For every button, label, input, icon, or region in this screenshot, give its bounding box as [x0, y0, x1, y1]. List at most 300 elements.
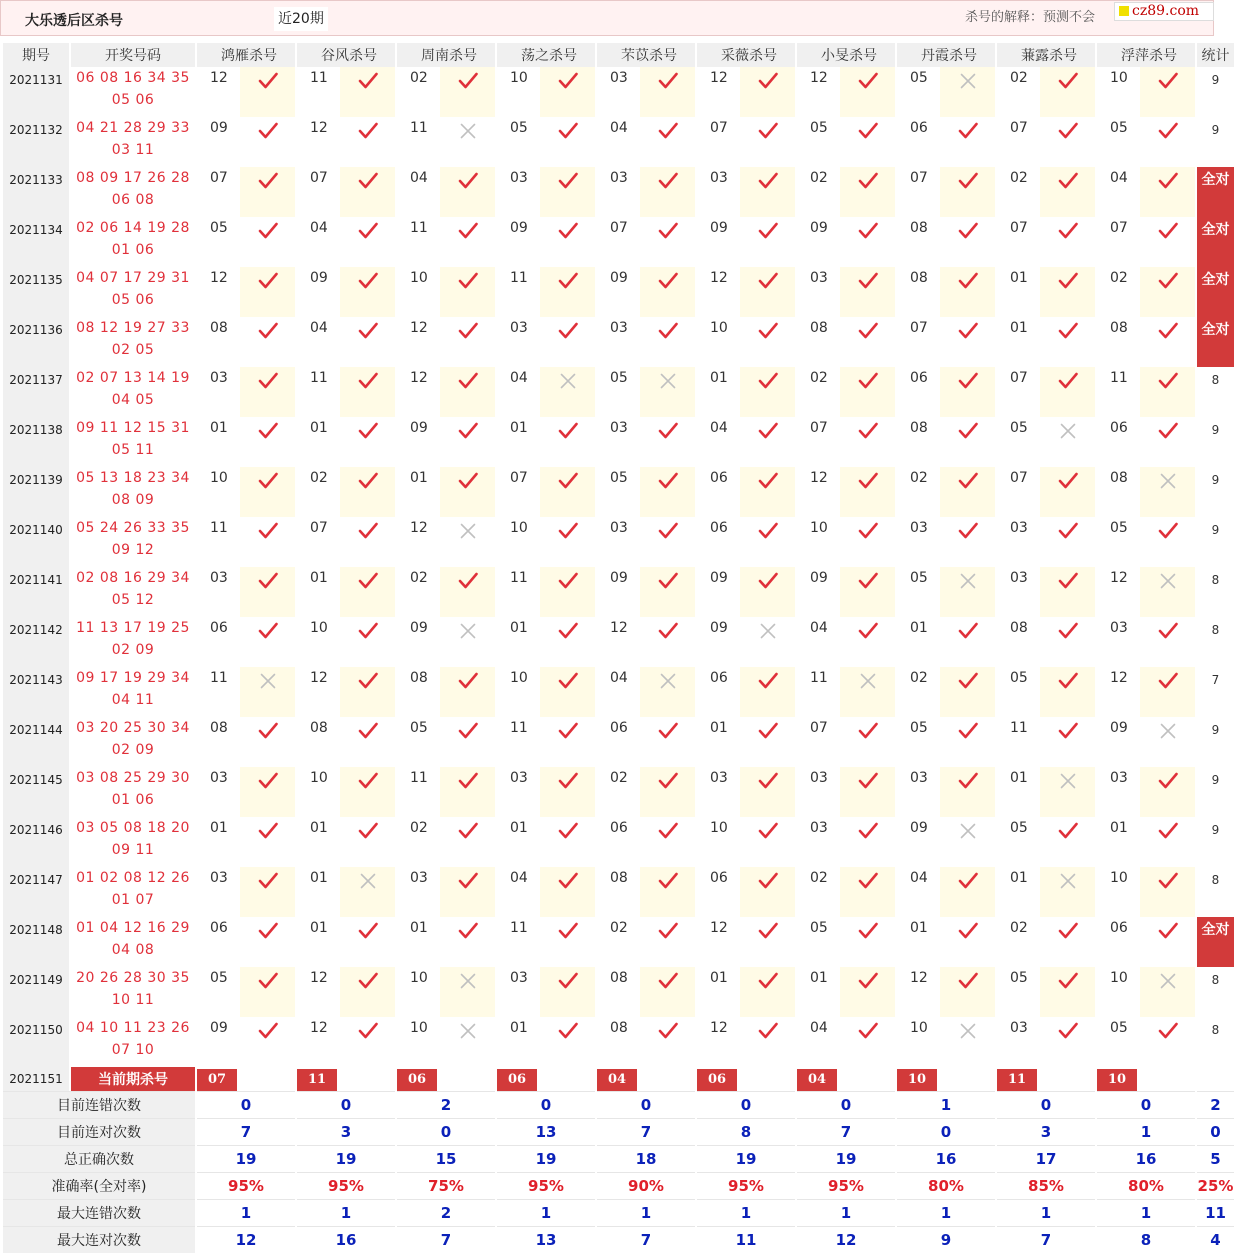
current-stat-empty [1197, 1067, 1234, 1091]
winning-numbers [71, 117, 195, 167]
row-stat: 9 [1211, 73, 1220, 87]
hit-mark [1040, 817, 1095, 867]
check-icon [357, 570, 379, 592]
hit-mark [340, 617, 395, 667]
kill-number: 10 [410, 1020, 428, 1036]
hit-mark [1040, 367, 1095, 417]
hit-mark [840, 267, 895, 317]
winning-numbers [71, 367, 195, 417]
summary-value: 0 [597, 1091, 695, 1118]
check-icon [857, 70, 879, 92]
back-numbers: 01 06 [111, 242, 155, 258]
check-icon [1057, 670, 1079, 692]
check-icon [257, 70, 279, 92]
hit-mark [640, 617, 695, 667]
back-numbers: 03 11 [111, 142, 155, 158]
hit-mark [1040, 1017, 1095, 1067]
kill-number: 02 [910, 670, 928, 686]
check-icon [757, 570, 779, 592]
hit-mark [740, 217, 795, 267]
check-icon [657, 270, 679, 292]
page-title: 大乐透后区杀号 [25, 13, 123, 29]
check-icon [357, 1020, 379, 1042]
kill-number: 10 [310, 770, 328, 786]
kill-number: 12 [310, 970, 328, 986]
kill-number: 06 [910, 370, 928, 386]
check-icon [1157, 170, 1179, 192]
kill-number: 09 [510, 220, 528, 236]
kill-number: 07 [910, 170, 928, 186]
summary-value: 18 [597, 1145, 695, 1172]
site-logo[interactable] [1114, 2, 1214, 21]
kill-number: 12 [710, 920, 728, 936]
kill-number: 03 [510, 970, 528, 986]
cross-icon [857, 670, 879, 692]
front-numbers: 09 11 12 15 31 [76, 420, 190, 436]
hit-mark [640, 417, 695, 467]
winning-numbers [71, 267, 195, 317]
winning-numbers [71, 967, 195, 1017]
hit-mark [640, 867, 695, 917]
hit-mark [540, 67, 595, 117]
summary-value: 8 [697, 1118, 795, 1145]
issue-number: 2021133 [3, 167, 69, 217]
cross-icon [657, 670, 679, 692]
summary-value: 95% [497, 1172, 595, 1199]
kill-number: 07 [1010, 120, 1028, 136]
check-icon [857, 420, 879, 442]
check-icon [957, 370, 979, 392]
hit-mark [740, 317, 795, 367]
summary-value: 5 [1197, 1145, 1234, 1172]
kill-number: 12 [410, 320, 428, 336]
kill-number: 07 [610, 220, 628, 236]
hit-mark [640, 1017, 695, 1067]
hit-mark [1140, 917, 1195, 967]
check-icon [757, 320, 779, 342]
hit-mark [840, 167, 895, 217]
summary-row [3, 1226, 1234, 1253]
row-stat: 全对 [1197, 217, 1234, 267]
check-icon [757, 770, 779, 792]
check-icon [457, 220, 479, 242]
kill-number: 09 [1110, 720, 1128, 736]
kill-number: 12 [710, 70, 728, 86]
front-numbers: 20 26 28 30 35 [76, 970, 190, 986]
summary-value: 12 [197, 1226, 295, 1253]
hit-mark [840, 117, 895, 167]
issue-number: 2021146 [3, 817, 69, 867]
check-icon [457, 870, 479, 892]
hit-mark [340, 767, 395, 817]
summary-value: 0 [697, 1091, 795, 1118]
kill-number: 01 [510, 1020, 528, 1036]
back-numbers: 05 06 [111, 292, 155, 308]
column-header: 丹霞杀号 [897, 43, 995, 67]
cross-icon [457, 620, 479, 642]
current-kill-cell [997, 1067, 1095, 1091]
kill-number: 03 [610, 170, 628, 186]
kill-number: 03 [510, 770, 528, 786]
check-icon [257, 470, 279, 492]
check-icon [1157, 70, 1179, 92]
back-numbers: 02 09 [111, 742, 155, 758]
summary-value: 95% [297, 1172, 395, 1199]
kill-number: 01 [410, 470, 428, 486]
hit-mark [240, 317, 295, 367]
hit-mark [940, 617, 995, 667]
summary-value: 2 [397, 1199, 495, 1226]
column-header: 小旻杀号 [797, 43, 895, 67]
hit-mark [840, 367, 895, 417]
hit-mark [640, 217, 695, 267]
hit-mark [240, 767, 295, 817]
hit-mark [840, 867, 895, 917]
hit-mark [740, 267, 795, 317]
summary-label: 最大连对次数 [3, 1226, 195, 1253]
winning-numbers [71, 917, 195, 967]
hit-mark [240, 217, 295, 267]
kill-number: 05 [910, 720, 928, 736]
kill-number: 04 [510, 870, 528, 886]
check-icon [457, 70, 479, 92]
kill-number: 03 [510, 320, 528, 336]
summary-value: 11 [1197, 1199, 1234, 1226]
issue-number: 2021141 [3, 567, 69, 617]
row-stat: 7 [1211, 673, 1220, 687]
kill-number: 09 [210, 1020, 228, 1036]
check-icon [857, 970, 879, 992]
check-icon [257, 820, 279, 842]
miss-mark [240, 667, 295, 717]
kill-number: 06 [710, 870, 728, 886]
row-stat: 9 [1211, 773, 1220, 787]
kill-number: 01 [1110, 820, 1128, 836]
kill-number: 10 [410, 970, 428, 986]
check-icon [657, 120, 679, 142]
cross-icon [957, 70, 979, 92]
kill-number: 01 [910, 620, 928, 636]
table-row [3, 417, 1234, 467]
issue-number: 2021134 [3, 217, 69, 267]
miss-mark [440, 967, 495, 1017]
check-icon [357, 820, 379, 842]
check-icon [457, 170, 479, 192]
kill-number: 05 [210, 970, 228, 986]
check-icon [957, 420, 979, 442]
hit-mark [540, 467, 595, 517]
hit-mark [740, 167, 795, 217]
check-icon [657, 870, 679, 892]
hit-mark [240, 1017, 295, 1067]
hit-mark [340, 367, 395, 417]
front-numbers: 05 13 18 23 34 [76, 470, 190, 486]
winning-numbers [71, 67, 195, 117]
check-icon [457, 420, 479, 442]
check-icon [457, 270, 479, 292]
summary-value: 25% [1197, 1172, 1234, 1199]
range-selector[interactable]: 近20期 [274, 7, 328, 31]
front-numbers: 06 08 16 34 35 [76, 70, 190, 86]
hit-mark [1140, 167, 1195, 217]
check-icon [657, 420, 679, 442]
summary-value: 0 [997, 1091, 1095, 1118]
kill-number: 07 [310, 520, 328, 536]
hit-mark [740, 817, 795, 867]
hit-mark [440, 167, 495, 217]
kill-number: 12 [610, 620, 628, 636]
check-icon [957, 620, 979, 642]
check-icon [1157, 620, 1179, 642]
kill-number: 01 [1010, 770, 1028, 786]
hit-mark [940, 917, 995, 967]
kill-number: 04 [410, 170, 428, 186]
check-icon [957, 270, 979, 292]
table-row [3, 917, 1234, 967]
kill-number: 01 [210, 820, 228, 836]
kill-number: 08 [210, 320, 228, 336]
kill-number: 07 [1010, 220, 1028, 236]
row-stat: 9 [1211, 823, 1220, 837]
column-header: 蒹露杀号 [997, 43, 1095, 67]
cross-icon [457, 120, 479, 142]
hit-mark [440, 217, 495, 267]
check-icon [357, 770, 379, 792]
hit-mark [440, 667, 495, 717]
logo-text: cz89.com [1132, 3, 1200, 19]
hit-mark [1140, 1017, 1195, 1067]
hit-mark [840, 967, 895, 1017]
hit-mark [1140, 317, 1195, 367]
kill-number: 11 [510, 570, 528, 586]
kill-number: 05 [1110, 1020, 1128, 1036]
miss-mark [940, 67, 995, 117]
hit-mark [440, 817, 495, 867]
summary-value: 1 [797, 1199, 895, 1226]
miss-mark [540, 367, 595, 417]
kill-number: 01 [1010, 320, 1028, 336]
hit-mark [440, 67, 495, 117]
hit-mark [1140, 667, 1195, 717]
winning-numbers [71, 417, 195, 467]
kill-number: 02 [410, 820, 428, 836]
current-kill-badge: 06 [697, 1069, 737, 1091]
issue-number: 2021132 [3, 117, 69, 167]
check-icon [857, 920, 879, 942]
issue-number: 2021150 [3, 1017, 69, 1067]
kill-number: 03 [610, 420, 628, 436]
issue-number: 2021148 [3, 917, 69, 967]
back-numbers: 04 05 [111, 392, 155, 408]
hit-mark [1140, 767, 1195, 817]
column-header: 鸿雁杀号 [197, 43, 295, 67]
winning-numbers [71, 667, 195, 717]
kill-number: 04 [1110, 170, 1128, 186]
hit-mark [840, 817, 895, 867]
summary-value: 95% [697, 1172, 795, 1199]
kill-number: 01 [710, 970, 728, 986]
hit-mark [940, 967, 995, 1017]
kill-number: 09 [310, 270, 328, 286]
issue-number: 2021131 [3, 67, 69, 117]
issue-number: 2021136 [3, 317, 69, 367]
hit-mark [1040, 267, 1095, 317]
row-stat: 8 [1211, 1023, 1220, 1037]
winning-numbers [71, 517, 195, 567]
hit-mark [340, 517, 395, 567]
summary-value: 19 [497, 1145, 595, 1172]
summary-value: 7 [597, 1118, 695, 1145]
summary-value: 19 [797, 1145, 895, 1172]
hit-mark [1040, 567, 1095, 617]
check-icon [1157, 1020, 1179, 1042]
issue-number: 2021135 [3, 267, 69, 317]
check-icon [657, 470, 679, 492]
kill-number: 07 [510, 470, 528, 486]
hit-mark [940, 667, 995, 717]
table-row [3, 967, 1234, 1017]
hit-mark [340, 917, 395, 967]
column-header: 采薇杀号 [697, 43, 795, 67]
kill-number: 01 [810, 970, 828, 986]
winning-numbers [71, 317, 195, 367]
row-stat: 9 [1211, 123, 1220, 137]
miss-mark [440, 517, 495, 567]
hit-mark [440, 367, 495, 417]
current-kill-badge: 11 [997, 1069, 1037, 1091]
kill-number: 01 [310, 570, 328, 586]
hit-mark [340, 817, 395, 867]
back-numbers: 06 08 [111, 192, 155, 208]
check-icon [357, 920, 379, 942]
hit-mark [640, 567, 695, 617]
summary-value: 85% [997, 1172, 1095, 1199]
hit-mark [440, 267, 495, 317]
miss-mark [440, 117, 495, 167]
kill-number: 01 [710, 370, 728, 386]
hit-mark [440, 867, 495, 917]
hit-mark [740, 867, 795, 917]
issue-number: 2021143 [3, 667, 69, 717]
summary-value: 2 [397, 1091, 495, 1118]
check-icon [757, 70, 779, 92]
kill-number: 10 [510, 670, 528, 686]
hit-mark [1040, 617, 1095, 667]
kill-number: 03 [810, 820, 828, 836]
kill-number: 08 [810, 320, 828, 336]
hit-mark [740, 917, 795, 967]
back-numbers: 09 11 [111, 842, 155, 858]
kill-number: 05 [810, 920, 828, 936]
kill-number: 11 [1010, 720, 1028, 736]
hit-mark [940, 267, 995, 317]
check-icon [957, 320, 979, 342]
front-numbers: 08 12 19 27 33 [76, 320, 190, 336]
kill-number: 04 [310, 220, 328, 236]
hit-mark [340, 1017, 395, 1067]
hit-mark [740, 117, 795, 167]
summary-value: 0 [197, 1091, 295, 1118]
kill-number: 01 [510, 620, 528, 636]
miss-mark [940, 817, 995, 867]
hit-mark [840, 1017, 895, 1067]
kill-number: 08 [210, 720, 228, 736]
kill-number: 11 [210, 670, 228, 686]
kill-number: 12 [310, 670, 328, 686]
back-numbers: 04 11 [111, 692, 155, 708]
kill-number: 03 [1010, 520, 1028, 536]
hit-mark [540, 317, 595, 367]
check-icon [1157, 320, 1179, 342]
kill-number: 05 [910, 70, 928, 86]
hit-mark [940, 467, 995, 517]
kill-number: 03 [410, 870, 428, 886]
check-icon [857, 270, 879, 292]
check-icon [657, 320, 679, 342]
kill-number: 08 [610, 970, 628, 986]
kill-number: 08 [610, 1020, 628, 1036]
hit-mark [440, 417, 495, 467]
kill-number: 05 [1010, 820, 1028, 836]
kill-number: 01 [710, 720, 728, 736]
cross-icon [1157, 720, 1179, 742]
kill-number: 03 [1010, 1020, 1028, 1036]
kill-number: 08 [1010, 620, 1028, 636]
check-icon [857, 520, 879, 542]
winning-numbers [71, 717, 195, 767]
summary-row [3, 1118, 1234, 1145]
check-icon [557, 420, 579, 442]
hit-mark [540, 217, 595, 267]
kill-number: 04 [810, 1020, 828, 1036]
table-row [3, 167, 1234, 217]
check-icon [557, 70, 579, 92]
top-bar [0, 0, 1214, 36]
kill-number: 03 [610, 320, 628, 336]
summary-value: 7 [397, 1226, 495, 1253]
kill-number: 12 [1110, 670, 1128, 686]
check-icon [457, 670, 479, 692]
row-stat: 全对 [1197, 317, 1234, 367]
hit-mark [940, 717, 995, 767]
hit-mark [740, 967, 795, 1017]
hit-mark [240, 67, 295, 117]
check-icon [657, 970, 679, 992]
check-icon [557, 220, 579, 242]
kill-number: 12 [710, 1020, 728, 1036]
check-icon [257, 170, 279, 192]
kill-number: 04 [610, 670, 628, 686]
kill-number: 04 [310, 320, 328, 336]
check-icon [557, 270, 579, 292]
kill-number: 08 [910, 420, 928, 436]
kill-number: 01 [1010, 270, 1028, 286]
hit-mark [840, 717, 895, 767]
hit-mark [940, 117, 995, 167]
summary-row [3, 1199, 1234, 1226]
kill-number: 02 [810, 870, 828, 886]
kill-number: 10 [1110, 870, 1128, 886]
check-icon [957, 170, 979, 192]
hit-mark [840, 467, 895, 517]
check-icon [1057, 970, 1079, 992]
summary-value: 11 [697, 1226, 795, 1253]
kill-number: 03 [1110, 620, 1128, 636]
row-stat: 8 [1211, 973, 1220, 987]
miss-mark [1140, 467, 1195, 517]
summary-label: 准确率(全对率) [3, 1172, 195, 1199]
hit-mark [540, 817, 595, 867]
